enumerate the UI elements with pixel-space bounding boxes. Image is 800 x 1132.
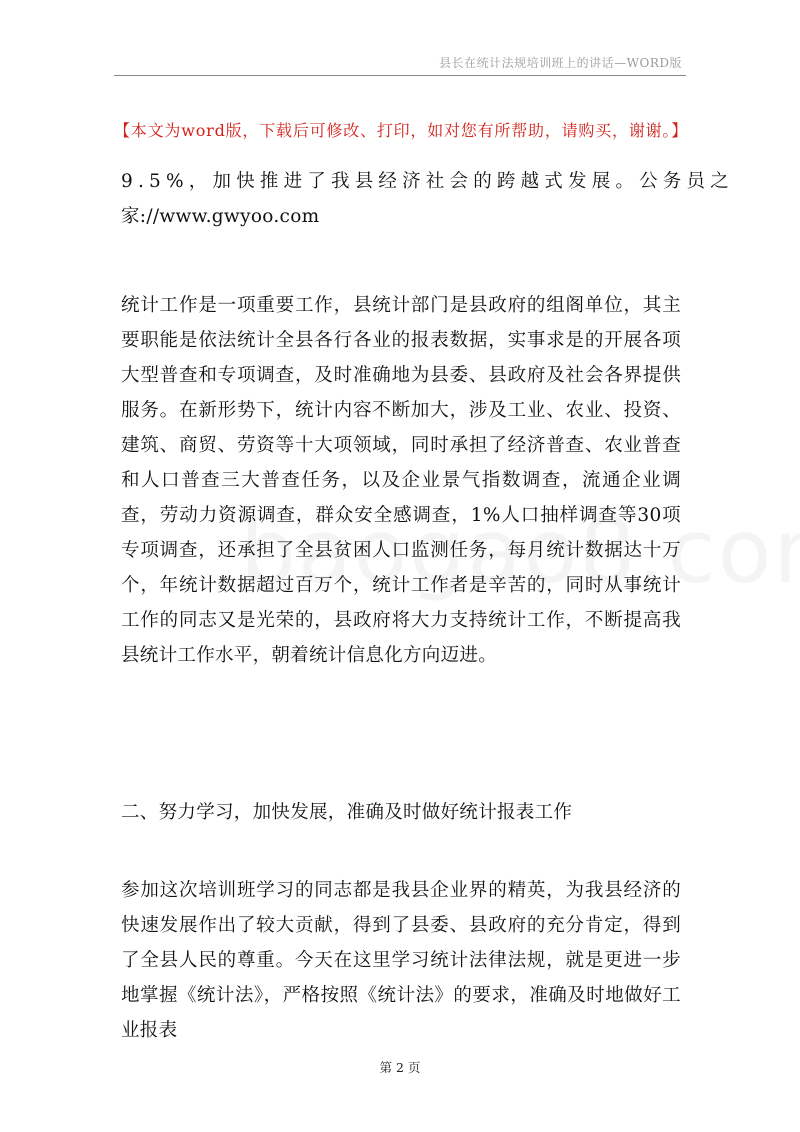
paragraph-statistics-work: 统计工作是一项重要工作，县统计部门是县政府的组阁单位，其主要职能是依法统计全县各行各业的报表数据，实事求是的开展各项大型普查和专项调查，及时准确地为县委、县政府及社会各界提供服务。在新形势下，统计内容不断加大，涉及工业、农业、投资、建筑、商贸、劳资等十大项领域，同时承担了经济普查、农业普查和人口普查三大普查任务，以及企业景气指数调查，流通企业调查，劳动力资源调查，群众安全感调查，1%人口抽样调查等30项专项调查，还承担了全县贫困人口监测任务，每月统计数据达十万个，年统计数据超过百万个，统计工作者是辛苦的，同时从事统计工作的同志又是光荣的，县政府将大力支持统计工作，不断提高我县统计工作水平，朝着统计信息化方向迈进。 [121,295,681,666]
section-heading-two: 二、努力学习，加快发展，准确及时做好统计报表工作 [121,802,573,823]
header-document-title: 县长在统计法规培训班上的讲话—WORD版 [439,56,682,70]
paragraph-line: 家://www.gwyoo.com [121,206,320,227]
paragraph-line: 9.5%，加快推进了我县经济社会的跨越式发展。公务员之 [121,171,734,192]
paragraph-continued [121,164,734,234]
header-divider [114,75,686,76]
page-number: 第 2 页 [379,1060,421,1075]
purchase-notice: 【本文为word版，下载后可修改、打印，如对您有所帮助，请购买，谢谢。】 [114,121,689,140]
paragraph-training-participants: 参加这次培训班学习的同志都是我县企业界的精英，为我县经济的快速发展作出了较大贡献，得到了县委、县政府的充分肯定，得到了全县人民的尊重。今天在这里学习统计法律法规，就是更进一步地掌握《统计法》，严格按照《统计法》的要求，准确及时地做好工业报表 [121,880,681,1041]
